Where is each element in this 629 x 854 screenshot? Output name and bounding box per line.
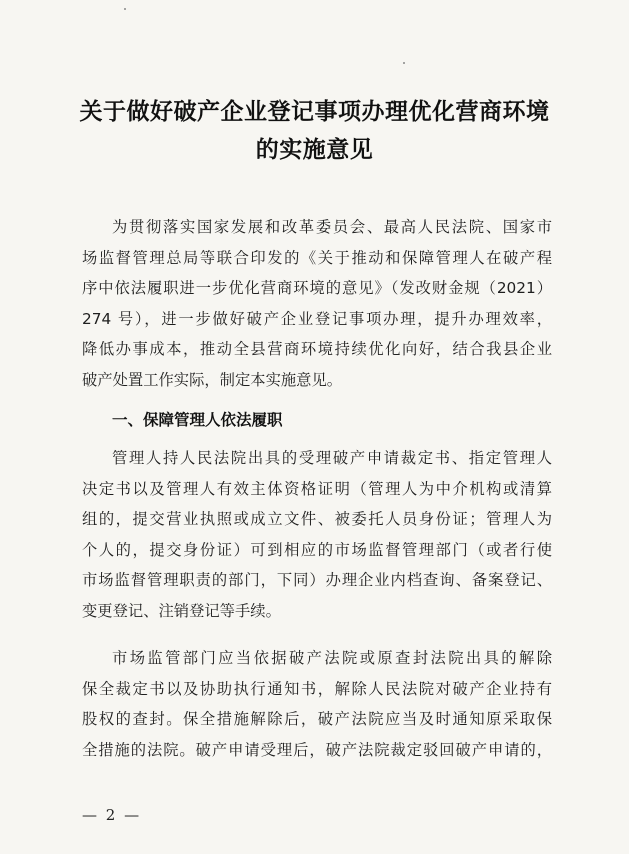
paragraph-intro	[82, 212, 552, 395]
paragraph-line: 组的，提交营业执照或成立文件、被委托人员身份证；管理人为	[82, 510, 552, 528]
paragraph-market-supervision	[82, 643, 552, 765]
paragraph-line: 保全裁定书以及协助执行通知书，解除人民法院对破产企业持有	[82, 679, 552, 698]
document-title-line-1: 关于做好破产企业登记事项办理优化营商环境	[79, 98, 550, 125]
paragraph-line: 降低办事成本，推动全县营商环境持续优化向好，结合我县企业	[82, 340, 552, 358]
paragraph-line: 274 号），进一步做好破产企业登记事项办理，提升办理效率，	[82, 309, 552, 328]
paragraph-line: 为贯彻落实国家发展和改革委员会、最高人民法院、国家市	[112, 218, 552, 236]
section-heading-1: 一、保障管理人依法履职	[112, 411, 283, 429]
paragraph-manager-duties	[82, 443, 552, 626]
paragraph-line: 个人的，提交身份证）可到相应的市场监督管理部门（或者行使	[82, 540, 552, 559]
paragraph-line: 变更登记、注销登记等手续。	[82, 601, 281, 620]
paragraph-line: 决定书以及管理人有效主体资格证明（管理人为中介机构或清算	[82, 479, 552, 498]
paragraph-line: 市场监督管理职责的部门，下同）办理企业内档查询、备案登记、	[82, 571, 552, 589]
page-number: — 2 —	[82, 806, 142, 824]
paragraph-line: 序中依法履职进一步优化营商环境的意见》（发改财金规（2021）	[82, 279, 552, 297]
paragraph-line: 场监督管理总局等联合印发的《关于推动和保障管理人在破产程	[82, 248, 552, 267]
paragraph-line: 市场监管部门应当依据破产法院或原查封法院出具的解除	[112, 649, 552, 667]
scan-speck	[124, 8, 126, 10]
paragraph-line: 股权的查封。保全措施解除后，破产法院应当及时通知原采取保	[82, 710, 552, 728]
paragraph-line: 破产处置工作实际，制定本实施意见。	[82, 370, 343, 389]
scan-speck	[403, 62, 405, 64]
paragraph-line: 管理人持人民法院出具的受理破产申请裁定书、指定管理人	[112, 449, 552, 467]
paragraph-line: 全措施的法院。破产申请受理后，破产法院裁定驳回破产申请的，	[82, 740, 552, 759]
document-title-line-2: 的实施意见	[255, 136, 374, 163]
